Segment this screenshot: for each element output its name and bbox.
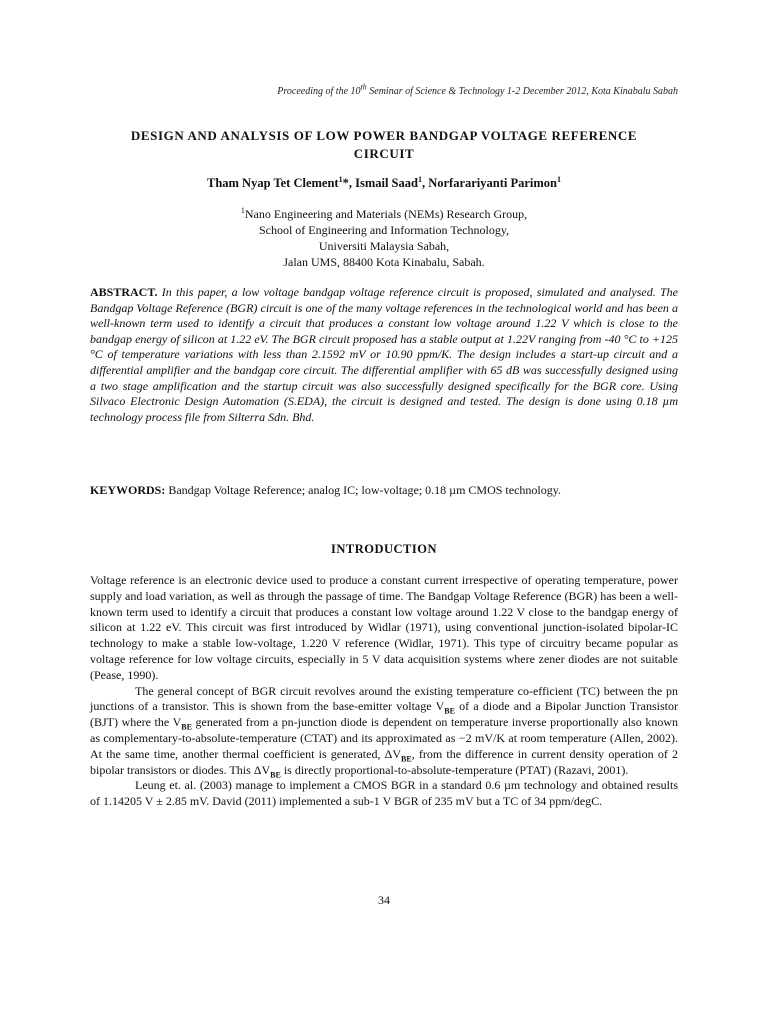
affiliation-line-3: Universiti Malaysia Sabah, bbox=[318, 239, 450, 253]
keywords-text: Bandgap Voltage Reference; analog IC; low-voltage; 0.18 µm CMOS technology. bbox=[168, 483, 561, 497]
abstract-text: In this paper, a low voltage bandgap voltage reference circuit is proposed, simulated and analysed. The Bandgap Voltage Reference (BGR) circuit is one of the many voltage references in the technological world and has been a well-known term used to identify a circuit that produces a constant low voltage around 1.22 V which is close to the bandgap energy of silicon at 1.22 eV. The BGR circuit proposed has a stable output at 1.22V ranging from -40 °C to +125 °C of temperature variations with less than 2.1592 mV or 10.90 ppm/K. The design includes a start-up circuit and a differential amplifier and the bandgap core circuit. The differential amplifier with 65 dB was successfully designed using a two stage amplification and the startup circuit was also successfully designed specifically for the BGR core. Using Silvaco Electronic Design Automation (S.EDA), the circuit is designed and tested. The design is done using 0.18 µm technology process file from Silterra Sdn. Bhd. bbox=[90, 285, 678, 424]
section-heading-introduction: INTRODUCTION bbox=[330, 542, 437, 556]
author-2-sup: 1 bbox=[417, 174, 422, 184]
p2-text-d: , from the difference in current density operation of 2 bipolar transistors or diodes. This ΔV bbox=[90, 746, 678, 777]
author-1-mark: * bbox=[342, 176, 349, 190]
affiliation-line-4: Jalan UMS, 88400 Kota Kinabalu, Sabah. bbox=[283, 255, 485, 269]
affiliation-sup: 1 bbox=[240, 206, 245, 215]
running-header bbox=[277, 82, 678, 97]
affiliation-line-2: School of Engineering and Information Technology, bbox=[258, 223, 510, 237]
author-1-sup: 1 bbox=[338, 174, 343, 184]
p2-text-e: is directly proportional-to-absolute-temperature (PTAT) (Razavi, 2001). bbox=[280, 762, 629, 777]
affiliation-line-1 bbox=[90, 206, 678, 222]
author-1: Tham Nyap Tet Clement bbox=[206, 176, 339, 190]
p2-sub-2: BE bbox=[181, 722, 192, 732]
introduction-body bbox=[90, 573, 678, 810]
intro-paragraph-2 bbox=[90, 684, 678, 779]
affiliation bbox=[90, 206, 678, 270]
title-line-1: DESIGN AND ANALYSIS OF LOW POWER BANDGAP VOLTAGE REFERENCE bbox=[130, 128, 638, 143]
running-header-pre: Proceeding of the 10 bbox=[277, 86, 361, 97]
p2-text-c: generated from a pn-junction diode is dependent on temperature inverse proportionally also known as complementary-to-absolute-temperature (CTAT) and its approximated as −2 mV/K at room temperature (Allen, 2002). At the same time, another thermal coefficient is generated, ΔV bbox=[90, 715, 678, 761]
title-line-2: CIRCUIT bbox=[353, 146, 415, 161]
p2-sub-4: BE bbox=[270, 769, 281, 779]
intro-paragraph-3: Leung et. al. (2003) manage to implement a CMOS BGR in a standard 0.6 µm technology and obtained results of 1.14205 V ± 2.85 mV. David (2011) implemented a sub-1 V BGR of 235 mV but a TC of 34 ppm/degC. bbox=[90, 778, 678, 809]
running-header-post: Seminar of Science & Technology 1-2 December 2012, Kota Kinabalu Sabah bbox=[366, 86, 678, 97]
page-number: 34 bbox=[378, 893, 390, 907]
p2-sub-3: BE bbox=[401, 754, 412, 764]
abstract bbox=[90, 285, 678, 425]
intro-paragraph-1: Voltage reference is an electronic device used to produce a constant current irrespective of operating temperature, power supply and load variation, as well as through the passage of time. The Bandgap Voltage Reference (BGR) has been a well-known term used to identify a circuit that produces a constant low voltage around 1.22 V close to the bandgap energy of silicon at 1.22 eV. This circuit was first introduced by Widlar (1971), using conventional junction-isolated bipolar-IC technology to make a stable low-voltage, 1.220 V reference (Widlar, 1971). This type of circuitry became popular as voltage reference for low voltage circuits, especially in 5 V data acquisition systems where zener diodes are not suitable (Pease, 1990). bbox=[90, 573, 678, 682]
author-3: , Norfarariyanti Parimon bbox=[421, 176, 558, 190]
affiliation-line-1-text: Nano Engineering and Materials (NEMs) Research Group, bbox=[244, 207, 528, 221]
p2-text-a: The general concept of BGR circuit revolves around the existing temperature co-efficient (TC) between the pn junctions of a transistor. This is shown from the base-emitter voltage V bbox=[90, 683, 678, 714]
keywords bbox=[90, 482, 678, 498]
author-3-sup: 1 bbox=[557, 174, 562, 184]
author-list bbox=[90, 176, 678, 191]
author-2: , Ismail Saad bbox=[348, 176, 418, 190]
p2-sub-1: BE bbox=[444, 706, 455, 716]
running-header-sup: th bbox=[360, 82, 367, 92]
keywords-label: KEYWORDS: bbox=[90, 483, 166, 497]
p2-text-b: of a diode and a Bipolar Junction Transistor (BJT) where the V bbox=[90, 699, 678, 730]
paper-title bbox=[90, 127, 678, 163]
abstract-label: ABSTRACT. bbox=[90, 285, 158, 299]
